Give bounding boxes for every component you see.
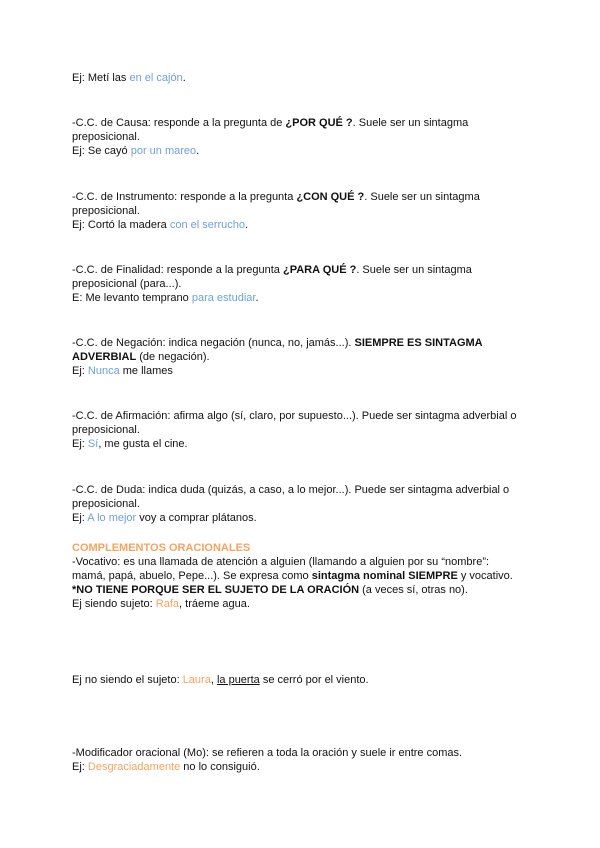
highlighted-phrase: Rafa [155,598,180,610]
definition-text: -C.C. de Negación: indica negación (nunca, no, jamás...). [72,337,355,349]
section-modificador-oracional [72,746,532,774]
section-cc-duda [72,483,532,525]
highlighted-phrase: para estudiar [191,292,256,304]
definition-line: -C.C. de Duda: indica duda (quizás, a caso, a lo mejor...). Puede ser sintagma adverbial o [72,484,510,496]
section-cc-instrumento [72,190,532,232]
example-text: Ej: [72,512,88,524]
example-text: . [196,145,200,157]
example-text: Ej: [72,365,88,377]
example-text: Ej: Metí las [72,72,130,84]
example-text: , [210,674,217,686]
section-cc-finalidad [72,263,532,305]
example-text: me llames [119,365,173,377]
example-text: , tráeme agua. [179,598,250,610]
example-text: se cerró por el viento. [259,674,369,686]
definition-line: preposicional (para...). [72,278,182,290]
definition-text: . Suele ser un sintagma [352,117,469,129]
example-text: . [255,292,259,304]
question-bold: ¿PARA QUÉ ? [282,264,357,276]
example-text: E: Me levanto temprano [72,292,192,304]
example-line [72,71,532,85]
section-heading: COMPLEMENTOS ORACIONALES [72,542,251,554]
example-text: , me gusta el cine. [98,438,188,450]
highlighted-phrase: Sí [87,438,99,450]
definition-line [72,569,532,583]
highlighted-phrase: A lo mejor [87,512,137,524]
example-line [72,511,532,525]
emphasis-bold: ADVERBIAL [72,351,137,363]
example-lugar [72,71,532,85]
example-line [72,364,532,378]
definition-text: -C.C. de Finalidad: responde a la pregunta [72,264,283,276]
definition-line [72,116,532,130]
definition-text: mamá, papá, abuelo, Pepe...). Se expresa como [72,570,312,582]
definition-line [72,350,532,364]
example-no-sujeto [72,673,532,687]
note-line [72,583,532,597]
example-text: . [245,219,249,231]
highlighted-phrase: por un mareo [130,145,197,157]
example-line [72,760,532,774]
section-cc-afirmacion [72,409,532,451]
example-text: voy a comprar plátanos. [136,512,257,524]
section-complementos-oracionales [72,541,532,611]
example-line [72,144,532,158]
example-line [72,597,532,611]
example-line [72,291,532,305]
emphasis-bold: *NO TIENE PORQUE SER EL SUJETO DE LA ORACIÓN [72,584,360,596]
definition-line: preposicional. [72,205,140,217]
definition-line: -Vocativo: es una llamada de atención a alguien (llamando a alguien por su “nombre”: [72,556,490,568]
example-text: Ej: Cortó la madera [72,219,170,231]
definition-text: (a veces sí, otras no). [359,584,468,596]
question-bold: ¿CON QUÉ ? [296,191,365,203]
emphasis-bold: sintagma nominal SIEMPRE [311,570,458,582]
example-line [72,218,532,232]
definition-text: . Suele ser un sintagma [356,264,472,276]
highlighted-phrase: Desgraciadamente [87,761,181,773]
definition-text: -C.C. de Instrumento: responde a la pregunta [72,191,297,203]
highlighted-phrase: en el cajón [129,72,183,84]
example-text: . [182,72,186,84]
definition-text: y vocativo. [457,570,513,582]
definition-line [72,336,532,350]
example-line [72,673,532,687]
definition-text: -C.C. de Causa: responde a la pregunta de [72,117,286,129]
definition-line [72,263,532,277]
section-cc-negacion [72,336,532,378]
definition-line: preposicional. [72,498,140,510]
example-text: Ej: [72,761,88,773]
definition-line: preposicional. [72,131,140,143]
example-text: no lo consiguió. [180,761,260,773]
definition-line: -Modificador oracional (Mo): se refieren a toda la oración y suele ir entre comas. [72,747,463,759]
example-text: Ej: [72,438,88,450]
example-text: Ej siendo sujeto: [72,598,156,610]
section-cc-causa [72,116,532,158]
definition-line: preposicional. [72,424,140,436]
example-line [72,437,532,451]
underlined-subject: la puerta [216,674,260,686]
emphasis-bold: SIEMPRE ES SINTAGMA [354,337,483,349]
example-text: Ej no siendo el sujeto: [72,674,183,686]
question-bold: ¿POR QUÉ ? [285,117,353,129]
definition-line [72,190,532,204]
highlighted-phrase: Laura [182,674,211,686]
definition-line: -C.C. de Afirmación: afirma algo (sí, claro, por supuesto...). Puede ser sintagma adverbial o [72,410,517,422]
highlighted-phrase: con el serrucho [169,219,246,231]
example-text: Ej: Se cayó [72,145,131,157]
definition-text: . Suele ser un sintagma [364,191,480,203]
definition-text: (de negación). [136,351,210,363]
highlighted-phrase: Nunca [87,365,120,377]
